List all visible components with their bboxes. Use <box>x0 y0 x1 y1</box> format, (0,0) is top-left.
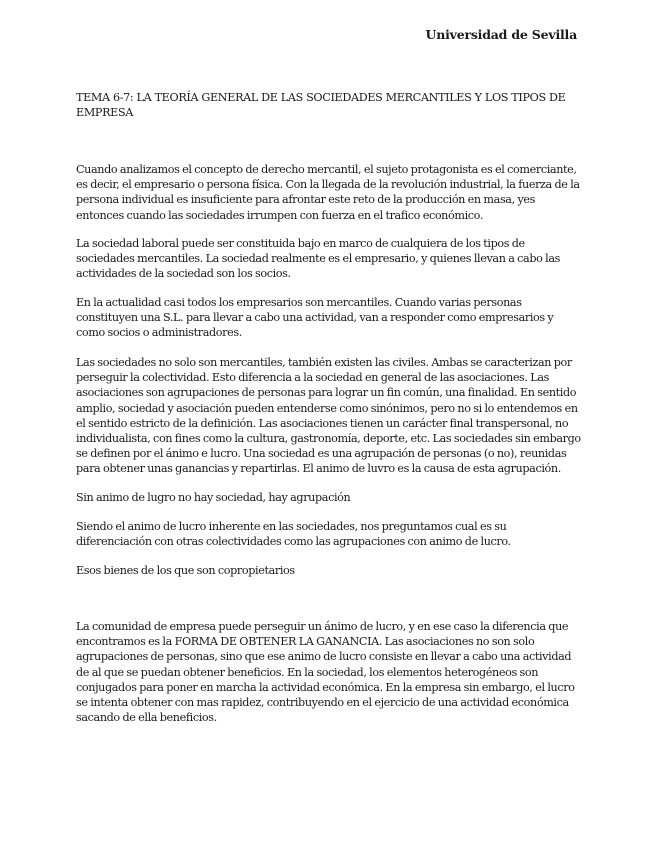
paragraph-6 <box>76 519 581 549</box>
paragraph-text: La comunidad de empresa puede perseguir un ánimo de lucro, y en ese caso la diferencia que encontramos es la FORMA DE OBTENER LA GANANCIA. Las asociaciones no son solo agrupaciones de personas, sino que ese animo de lucro consiste en llevar a cabo una actividad de al que se puedan obtener beneficios. En la sociedad, los elementos heterogéneos son conjugados para poner en marcha la actividad económica. En la empresa sin embargo, el lucro se intenta obtener con mas rapidez, contribuyendo en el ejercicio de una actividad económica sacando de ella beneficios. <box>76 620 575 725</box>
paragraph-3 <box>76 295 581 341</box>
paragraph-2 <box>76 236 581 282</box>
paragraph-text: En la actualidad casi todos los empresarios son mercantiles. Cuando varias personas constituyen una S.L. para llevar a cabo una actividad, van a responder como empresarios y como socios o administradores. <box>76 296 554 340</box>
paragraph-8 <box>76 619 581 725</box>
paragraph-text: Las sociedades no solo son mercantiles, también existen las civiles. Ambas se caracterizan por perseguir la colectividad. Esto diferencia a la sociedad en general de las asociaciones. Las asociaciones son agrupaciones de personas para lograr un fin común, una finalidad. En sentido amplio, sociedad y asociación pueden entenderse como sinónimos, pero no si lo entendemos en el sentido estricto de la definición. Las asociaciones tienen un carácter final transpersonal, no individualista, con fines como la cultura, gastronomía, deporte, etc. Las sociedades sin embargo se definen por el ánimo e lucro. Una sociedad es una agrupación de personas (o no), reunidas para obtener unas ganancias y repartirlas. El animo de luvro es la causa de esta agrupación. <box>76 356 581 476</box>
paragraph-text: Sin animo de lugro no hay sociedad, hay agrupación <box>76 491 351 504</box>
paragraph-text: La sociedad laboral puede ser constituida bajo en marco de cualquiera de los tipos de sociedades mercantiles. La sociedad realmente es el empresario, y quienes llevan a cabo las actividades de la sociedad son los socios. <box>76 237 561 281</box>
paragraph-text: Siendo el animo de lucro inherente en las sociedades, nos preguntamos cual es su diferenciación con otras colectividades como las agrupaciones con animo de lucro. <box>76 520 511 549</box>
paragraph-text: Cuando analizamos el concepto de derecho mercantil, el sujeto protagonista es el comerciante, es decir, el empresario o persona física. Con la llegada de la revolución industrial, la fuerza de la persona individual es insuficiente para afrontar este reto de la producción en masa, yes entonces cuando las sociedades irrumpen con fuerza en el trafico económico. <box>76 163 580 222</box>
paragraph-7 <box>76 563 581 578</box>
paragraph-4 <box>76 355 581 477</box>
paragraph-text: Esos bienes de los que son copropietarios <box>76 564 295 577</box>
paragraph-1 <box>76 162 581 223</box>
university-header: Universidad de Sevilla <box>425 27 577 42</box>
paragraph-5 <box>76 490 581 505</box>
document-title: TEMA 6-7: LA TEORÍA GENERAL DE LAS SOCIEDADES MERCANTILES Y LOS TIPOS DE EMPRESA <box>76 91 566 119</box>
